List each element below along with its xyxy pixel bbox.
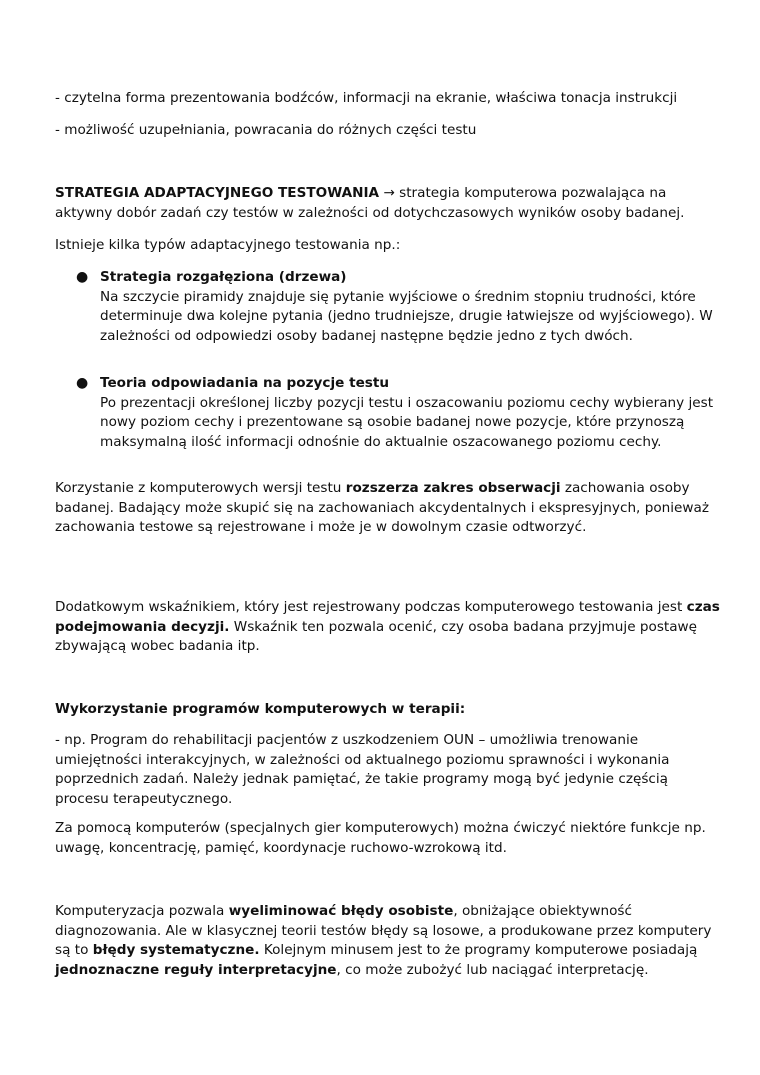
adaptive-strategy-text: strategia komputerowa pozwalająca na aktywny dobór zadań czy testów w zależności od dotychczasowych wyników osoby badanej. (55, 185, 685, 221)
therapy-heading-text: Wykorzystanie programów komputerowych w terapii: (55, 701, 466, 717)
computerization-text-a: Komputeryzacja pozwala (55, 903, 225, 919)
computerization-bold-f: jednoznaczne reguły interpretacyjne (55, 961, 337, 978)
bullet-icon: ● (76, 269, 89, 285)
list-item (76, 374, 715, 452)
decision-text-c: Wskaźnik ten pozwala ocenić, czy osoba badana przyjmuje postawę zbywającą wobec badania itp. (55, 618, 698, 654)
paragraph-rehabilitation: - np. Program do rehabilitacji pacjentów z uszkodzeniem OUN – umożliwia trenowanie umiejętności interakcyjnych, w zależności od aktualnego poziomu sprawności i wykonania poprzednich zadań. Należy jednak pamiętać, że takie programy mogą być jedynie częścią procesu terapeutycznego. (55, 732, 670, 807)
observation-bold: rozszerza zakres obserwacji (345, 480, 561, 496)
paragraph-observation (55, 479, 725, 538)
computerization-text-g: , co może zubożyć lub naciągać interpretację. (336, 961, 649, 978)
bullet-icon: ● (76, 375, 89, 391)
computerization-bold-d: błędy systematyczne. (92, 942, 260, 958)
paragraph-games: Za pomocą komputerów (specjalnych gier komputerowych) można ćwiczyć niektóre funkcje np. uwagę, koncentrację, pamięć, koordynacje ruchowo-wzrokową itd. (55, 820, 706, 856)
computerization-text-e: Kolejnym minusem jest to że programy komputerowe posiadają (263, 942, 698, 958)
decision-bold: czas podejmowania decyzji. (55, 599, 720, 635)
observation-text-a: Korzystanie z komputerowych wersji testu (55, 480, 342, 496)
paragraph-completion: - możliwość uzupełniania, powracania do różnych części testu (55, 122, 477, 138)
bullet-title-item-response: Teoria odpowiadania na pozycje testu (100, 375, 390, 391)
arrow-icon: → (383, 185, 395, 201)
bullet-body-branching: Na szczycie piramidy znajduje się pytanie wyjściowe o średnim stopniu trudności, które determinuje dwa kolejne pytania (jedno trudniejsze, drugie łatwiejsze od wyjściowego). W zależności od odpowiedzi osoby badanej następne będzie jedno z tych dwóch. (100, 288, 713, 344)
computerization-text-c: , obniżające obiektywność diagnozowania. Ale w klasycznej teorii testów błędy są losowe, a produkowane przez komputery są to (55, 903, 712, 958)
paragraph-readable-form: - czytelna forma prezentowania bodźców, informacji na ekranie, właściwa tonacja instrukcji (55, 90, 678, 106)
list-item (76, 268, 715, 346)
observation-text-c: zachowania osoby badanej. Badający może skupić się na zachowaniach akcydentalnych i ekspresyjnych, ponieważ zachowania testowe są rejestrowane i może je w dowolnym czasie odtworzyć. (55, 480, 709, 535)
paragraph-computerization (55, 902, 725, 980)
bullet-body-item-response: Po prezentacji określonej liczby pozycji testu i oszacowaniu poziomu cechy wybierany jest nowy poziom cechy i prezentowane są osobie badanej nowe pozycje, które przynoszą maksymalną ilość informacji odnośnie do aktualnie oszacowanego poziomu cechy. (100, 394, 714, 450)
paragraph-adaptive-strategy (55, 184, 725, 223)
adaptive-strategy-heading: STRATEGIA ADAPTACYJNEGO TESTOWANIA (55, 185, 380, 201)
paragraph-decision-time (55, 598, 725, 657)
section-heading-therapy (55, 700, 725, 720)
paragraph-types-intro: Istnieje kilka typów adaptacyjnego testowania np.: (55, 237, 401, 253)
decision-text-a: Dodatkowym wskaźnikiem, który jest rejestrowany podczas komputerowego testowania jest (55, 599, 683, 615)
computerization-bold-b: wyeliminować błędy osobiste (228, 903, 454, 919)
bullet-title-branching: Strategia rozgałęziona (drzewa) (100, 269, 347, 285)
